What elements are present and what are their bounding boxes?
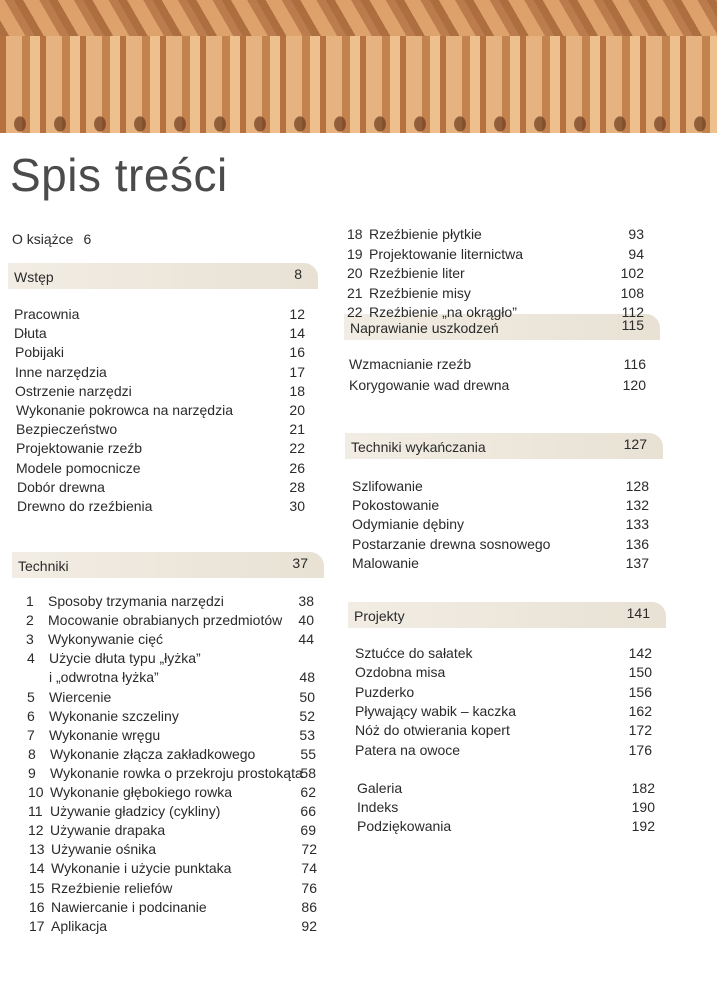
entry-title: Pracownia bbox=[14, 306, 80, 322]
entry-title: Podziękowania bbox=[357, 818, 452, 834]
entry-page-number: 26 bbox=[289, 459, 305, 476]
entry-title: Rzeźbienie liter bbox=[369, 265, 465, 281]
entry-page-number: 190 bbox=[631, 799, 655, 815]
toc-entry[interactable] bbox=[28, 783, 232, 801]
entry-page-number: 156 bbox=[628, 683, 652, 700]
chapter-number: 7 bbox=[27, 726, 35, 743]
section-label: Wstęp bbox=[14, 269, 54, 285]
entry-page-number: 76 bbox=[301, 879, 317, 896]
toc-entry[interactable] bbox=[29, 879, 172, 897]
entry-page-number: 69 bbox=[300, 822, 316, 839]
entry-title: Szlifowanie bbox=[352, 478, 423, 494]
toc-entry[interactable] bbox=[28, 745, 255, 763]
toc-entry[interactable] bbox=[355, 741, 460, 759]
entry-page-number: 53 bbox=[299, 726, 315, 743]
toc-entry[interactable] bbox=[355, 702, 516, 720]
section-label: Techniki wykańczania bbox=[351, 439, 486, 455]
entry-page-number: 40 bbox=[298, 612, 314, 629]
entry-title: Wykonanie złącza zakładkowego bbox=[50, 745, 256, 762]
chapter-number: 21 bbox=[347, 284, 363, 301]
chapter-number: 15 bbox=[29, 879, 45, 896]
entry-title: Wykonanie szczeliny bbox=[49, 707, 179, 724]
section-page: 127 bbox=[623, 436, 647, 452]
toc-entry[interactable] bbox=[349, 355, 471, 373]
section-header-wykanczanie[interactable] bbox=[345, 433, 663, 459]
toc-entry[interactable] bbox=[26, 592, 224, 610]
entry-title: Mocowanie obrabianych przedmiotów bbox=[48, 612, 283, 629]
entry-title: Modele pomocnicze bbox=[16, 459, 141, 476]
entry-title: Drewno do rzeźbienia bbox=[17, 498, 153, 514]
entry-title: Indeks bbox=[357, 799, 399, 815]
entry-page-number: 17 bbox=[289, 363, 305, 380]
entry-page-number: 50 bbox=[299, 688, 315, 705]
chapter-number: 13 bbox=[29, 841, 45, 858]
entry-title: Dobór drewna bbox=[17, 478, 105, 495]
chapter-number: 1 bbox=[26, 593, 34, 609]
entry-title: Bezpieczeństwo bbox=[16, 421, 118, 438]
toc-entry[interactable] bbox=[14, 324, 47, 342]
chapter-number: 11 bbox=[28, 803, 43, 820]
entry-title: Odymianie dębiny bbox=[352, 516, 465, 533]
entry-title: Ozdobna misa bbox=[355, 664, 446, 681]
chapter-number: 6 bbox=[27, 707, 35, 724]
about-page: 6 bbox=[83, 231, 92, 247]
section-page: 115 bbox=[621, 317, 644, 333]
chapter-number: 8 bbox=[28, 745, 36, 762]
entry-page-number: 120 bbox=[622, 377, 646, 393]
carved-wood-banner bbox=[0, 0, 717, 133]
toc-entry[interactable] bbox=[347, 264, 465, 282]
toc-entry[interactable] bbox=[347, 303, 517, 321]
section-header-projekty[interactable] bbox=[348, 602, 666, 628]
chapter-number: 9 bbox=[28, 764, 36, 781]
chapter-number: 16 bbox=[29, 898, 45, 915]
section-page: 37 bbox=[292, 555, 308, 571]
entry-page-number: 142 bbox=[628, 645, 652, 661]
entry-title: Wzmacnianie rzeźb bbox=[349, 356, 472, 372]
entry-page-number: 137 bbox=[625, 554, 649, 571]
toc-entry[interactable] bbox=[16, 459, 141, 477]
entry-title: Rzeźbienie „na okrągło” bbox=[369, 304, 517, 320]
page-title: Spis treści bbox=[10, 149, 228, 201]
chapter-number: 3 bbox=[26, 631, 34, 648]
entry-page-number: 133 bbox=[625, 516, 649, 533]
entry-page-number: 132 bbox=[625, 497, 649, 514]
chapter-number: 14 bbox=[29, 860, 45, 877]
entry-page-number: 58 bbox=[300, 764, 316, 781]
section-page: 8 bbox=[294, 266, 302, 282]
toc-entry[interactable] bbox=[352, 477, 423, 495]
toc-entry[interactable] bbox=[29, 840, 156, 858]
entry-title: Wykonanie wręgu bbox=[49, 726, 161, 743]
entry-title: Wykonanie pokrowca na narzędzia bbox=[16, 402, 233, 418]
chapter-number: 22 bbox=[347, 304, 363, 320]
entry-title: Używanie gładzicy (cykliny) bbox=[50, 803, 221, 820]
toc-entry[interactable] bbox=[352, 554, 419, 572]
toc-entry[interactable] bbox=[27, 668, 159, 686]
entry-page-number: 128 bbox=[625, 478, 649, 494]
toc-entry[interactable] bbox=[29, 917, 107, 935]
entry-page-number: 102 bbox=[620, 265, 644, 281]
chapter-number: 5 bbox=[27, 688, 35, 705]
entry-title: Użycie dłuta typu „łyżka” bbox=[49, 650, 201, 667]
entry-title: Nóż do otwierania kopert bbox=[355, 722, 510, 739]
toc-entry[interactable] bbox=[28, 764, 303, 782]
entry-title: Dłuta bbox=[14, 325, 47, 342]
entry-title: Nawiercanie i podcinanie bbox=[51, 898, 207, 915]
section-label: Projekty bbox=[354, 608, 405, 624]
entry-title: Malowanie bbox=[352, 554, 419, 571]
toc-entry[interactable] bbox=[347, 245, 523, 263]
entry-page-number: 21 bbox=[289, 421, 305, 438]
entry-title: Patera na owoce bbox=[355, 741, 461, 758]
toc-entry[interactable] bbox=[14, 305, 79, 323]
toc-entry[interactable] bbox=[27, 707, 179, 725]
entry-page-number: 86 bbox=[301, 898, 317, 915]
entry-page-number: 176 bbox=[628, 741, 652, 758]
toc-entry[interactable] bbox=[352, 515, 464, 533]
entry-title: Puzderko bbox=[355, 683, 415, 700]
entry-title: Inne narzędzia bbox=[15, 363, 107, 380]
entry-page-number: 66 bbox=[300, 803, 316, 820]
entry-page-number: 150 bbox=[628, 664, 652, 681]
entry-page-number: 44 bbox=[298, 631, 314, 648]
chapter-number: 4 bbox=[27, 650, 35, 667]
toc-entry[interactable] bbox=[355, 644, 473, 662]
entry-title: Wykonanie rowka o przekroju prostokąta bbox=[50, 764, 303, 781]
toc-entry[interactable] bbox=[349, 376, 509, 394]
banner-arches bbox=[0, 84, 717, 133]
toc-entry[interactable] bbox=[347, 225, 482, 243]
chapter-number: 18 bbox=[347, 226, 363, 242]
entry-title: Rzeźbienie reliefów bbox=[51, 879, 173, 896]
entry-page-number: 192 bbox=[631, 818, 655, 834]
entry-page-number: 92 bbox=[301, 917, 317, 934]
entry-title: Używanie drapaka bbox=[50, 822, 166, 839]
toc-entry[interactable] bbox=[352, 535, 550, 553]
toc-entry[interactable] bbox=[352, 496, 439, 514]
entry-page-number: 18 bbox=[289, 382, 305, 399]
entry-page-number: 94 bbox=[628, 245, 644, 262]
entry-page-number: 162 bbox=[628, 702, 652, 719]
entry-page-number: 22 bbox=[289, 440, 305, 457]
entry-title: Wykonanie i użycie punktaka bbox=[51, 860, 232, 877]
section-page: 141 bbox=[626, 605, 650, 621]
toc-entry[interactable] bbox=[355, 683, 414, 701]
entry-title: Postarzanie drewna sosnowego bbox=[352, 535, 551, 552]
entry-title: Wykonywanie cięć bbox=[48, 631, 164, 648]
entry-page-number: 20 bbox=[289, 402, 305, 418]
chapter-number: 12 bbox=[28, 822, 44, 839]
toc-entry[interactable] bbox=[29, 898, 207, 916]
chapter-number: 19 bbox=[347, 245, 363, 262]
toc-entry[interactable] bbox=[26, 630, 163, 648]
entry-title: Sztućce do sałatek bbox=[355, 645, 473, 661]
entry-title: Aplikacja bbox=[51, 917, 108, 934]
toc-entry[interactable] bbox=[26, 611, 282, 629]
about-book-entry[interactable] bbox=[12, 231, 91, 247]
toc-entry[interactable] bbox=[15, 343, 64, 361]
entry-title: i „odwrotna łyżka” bbox=[49, 669, 159, 686]
entry-page-number: 136 bbox=[625, 535, 649, 552]
entry-page-number: 112 bbox=[621, 304, 644, 320]
entry-title: Projektowanie liternictwa bbox=[369, 245, 524, 262]
entry-page-number: 14 bbox=[289, 325, 305, 342]
entry-page-number: 48 bbox=[299, 669, 315, 686]
entry-page-number: 12 bbox=[289, 306, 305, 322]
section-label: Naprawianie uszkodzeń bbox=[350, 320, 499, 336]
toc-entry[interactable] bbox=[355, 663, 445, 681]
entry-title: Ostrzenie narzędzi bbox=[15, 382, 132, 399]
entry-title: Pływający wabik – kaczka bbox=[355, 702, 517, 719]
entry-page-number: 38 bbox=[298, 593, 314, 609]
toc-entry[interactable] bbox=[29, 859, 231, 877]
entry-page-number: 93 bbox=[628, 226, 644, 242]
entry-title: Galeria bbox=[357, 780, 403, 796]
about-label: O książce bbox=[12, 231, 74, 247]
toc-entry[interactable] bbox=[16, 401, 233, 419]
toc-entry[interactable] bbox=[28, 802, 220, 820]
toc-entry[interactable] bbox=[347, 284, 471, 302]
entry-title: Używanie ośnika bbox=[51, 841, 157, 858]
toc-entry[interactable] bbox=[357, 798, 398, 816]
entry-page-number: 182 bbox=[631, 780, 655, 796]
toc-entry[interactable] bbox=[27, 726, 160, 744]
section-header-wstep[interactable] bbox=[8, 263, 318, 289]
entry-title: Wiercenie bbox=[49, 688, 112, 705]
entry-title: Rzeźbienie misy bbox=[369, 284, 471, 301]
section-header-techniki[interactable] bbox=[12, 552, 324, 578]
toc-entry[interactable] bbox=[15, 382, 132, 400]
toc-entry[interactable] bbox=[15, 363, 107, 381]
chapter-number: 2 bbox=[26, 612, 34, 629]
toc-entry[interactable] bbox=[27, 649, 201, 667]
entry-title: Pobijaki bbox=[15, 344, 65, 361]
chapter-number: 20 bbox=[347, 265, 363, 281]
entry-title: Wykonanie głębokiego rowka bbox=[50, 784, 232, 800]
banner-top-pattern bbox=[0, 0, 717, 36]
toc-entry[interactable] bbox=[357, 779, 402, 797]
toc-entry[interactable] bbox=[357, 817, 451, 835]
entry-page-number: 72 bbox=[301, 841, 317, 858]
entry-page-number: 62 bbox=[300, 784, 316, 800]
toc-entry[interactable] bbox=[28, 821, 165, 839]
entry-title: Sposoby trzymania narzędzi bbox=[48, 593, 224, 609]
entry-page-number: 16 bbox=[289, 344, 305, 361]
entry-page-number: 108 bbox=[620, 284, 644, 301]
chapter-number: 10 bbox=[28, 784, 44, 800]
entry-page-number: 116 bbox=[623, 356, 646, 372]
chapter-number: 17 bbox=[29, 917, 45, 934]
entry-page-number: 74 bbox=[301, 860, 317, 877]
toc-entry[interactable] bbox=[16, 420, 117, 438]
toc-entry[interactable] bbox=[16, 439, 142, 457]
entry-title: Projektowanie rzeźb bbox=[16, 440, 143, 457]
entry-page-number: 30 bbox=[289, 498, 305, 514]
entry-page-number: 55 bbox=[300, 745, 316, 762]
toc-entry[interactable] bbox=[17, 497, 152, 515]
entry-page-number: 172 bbox=[628, 722, 652, 739]
toc-entry[interactable] bbox=[355, 721, 510, 739]
entry-page-number: 52 bbox=[299, 707, 315, 724]
toc-entry[interactable] bbox=[27, 688, 111, 706]
section-label: Techniki bbox=[18, 558, 69, 574]
entry-title: Korygowanie wad drewna bbox=[349, 377, 510, 393]
entry-title: Rzeźbienie płytkie bbox=[369, 226, 482, 242]
entry-title: Pokostowanie bbox=[352, 497, 440, 514]
toc-entry[interactable] bbox=[17, 478, 105, 496]
entry-page-number: 28 bbox=[289, 478, 305, 495]
